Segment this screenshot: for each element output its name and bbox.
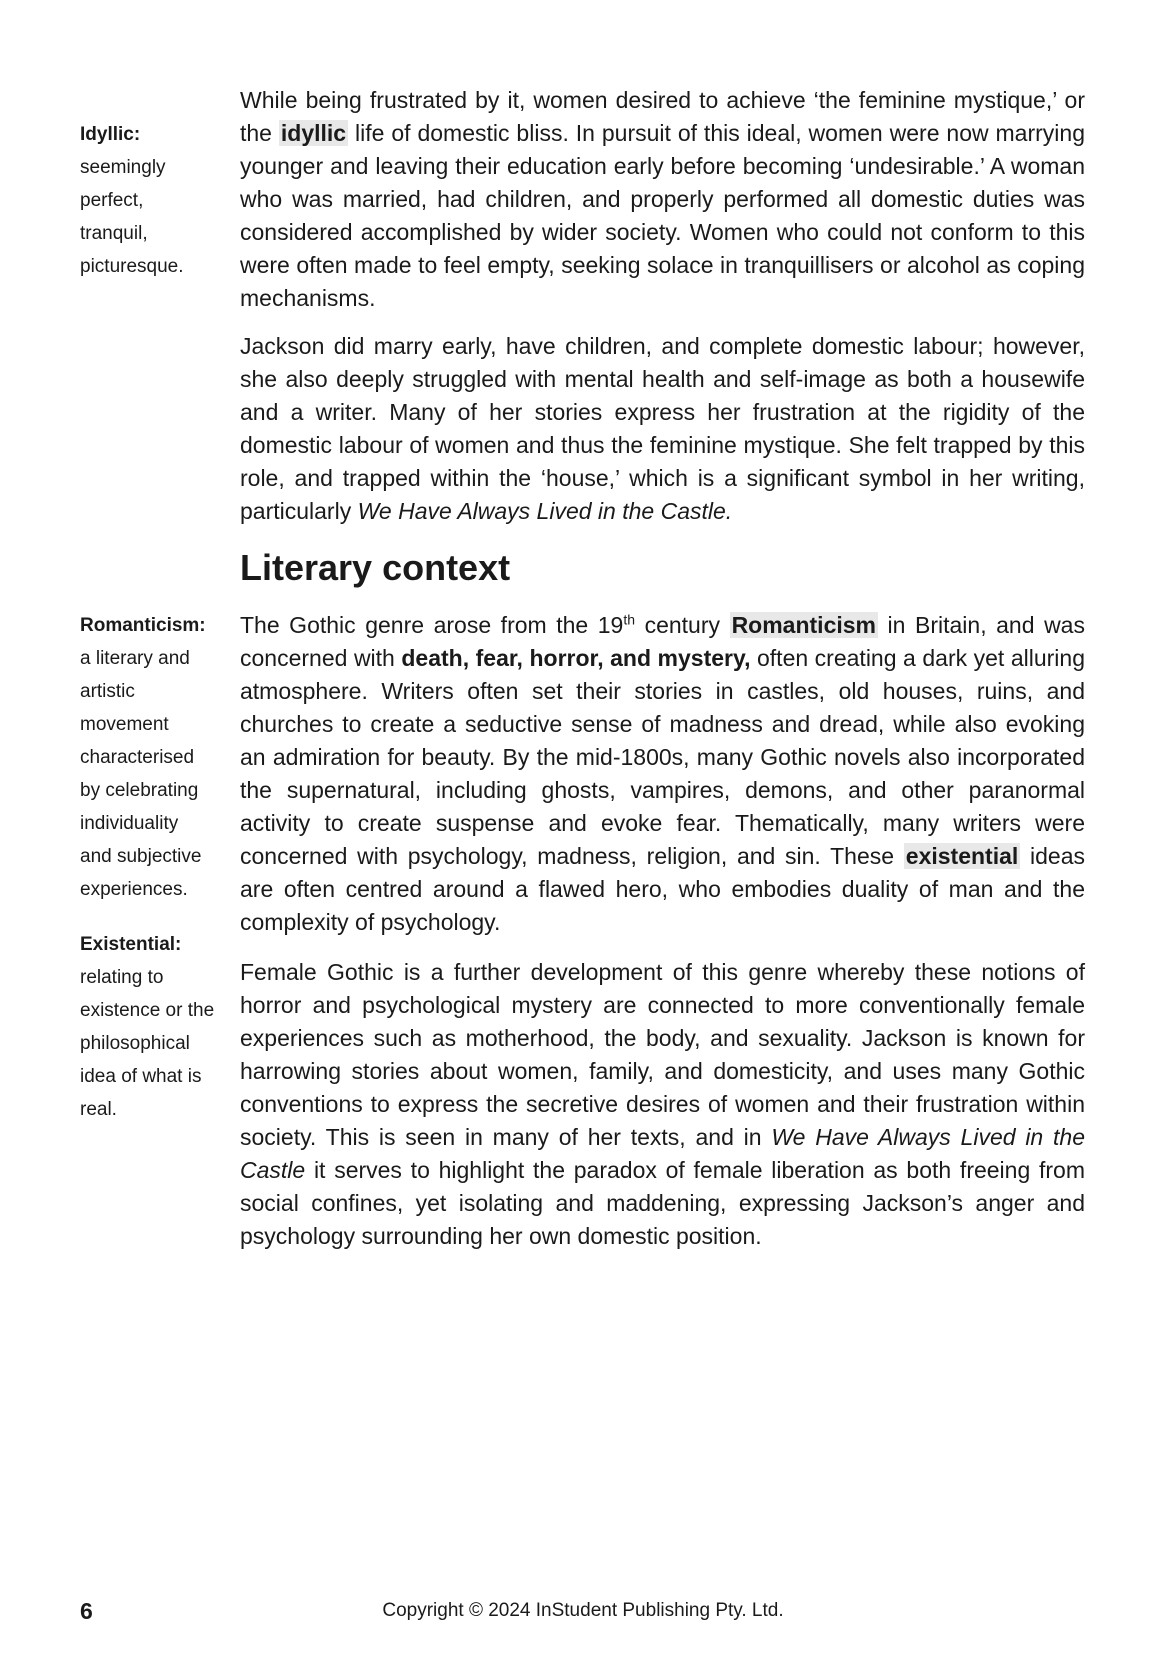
section-heading: Literary context [240,547,511,588]
text-run: often creating a dark yet alluring atmosphere. Writers often set their stories in castles, old houses, ruins, and churches to create a seductive sense of madness and dread, while also evoking an admiration for beauty. By the mid-1800s, many Gothic novels also incorporated the supernatural, including ghosts, vampires, demons, and other paranormal activity to create suspense and evoke fear. Thematically, many writers were concerned with psychology, madness, religion, and sin. These [240,645,1085,869]
book-title: We Have Always Lived in the Castle. [357,498,733,524]
glossary-def-line: perfect, [80,190,144,211]
glossary-def-line: movement [80,714,169,735]
glossary-def-line: philosophical [80,1033,190,1054]
glossary-def-line: real. [80,1099,117,1120]
glossary-term: Existential: [80,934,182,955]
glossary-def-line: experiences. [80,879,188,900]
text-run: in Britain, and was concerned with [240,612,1085,671]
glossary-idyllic [80,118,230,283]
paragraph-jackson-domestic [240,330,1085,528]
text-run: ideas are often centred around a flawed hero, who embodies duality of man and the complexity of psychology. [240,843,1086,935]
text-run: century [635,612,730,638]
glossary-def-line: tranquil, [80,223,148,244]
text-run: The Gothic genre arose from the 19 [240,612,624,638]
glossary-def-line: existence or the [80,1000,215,1021]
text-run: Female Gothic is a further development of this genre whereby these notions of horror and psychological mystery are connected to more conventionally female experiences such as motherhood, the body, and sexuality. Jackson is known for harrowing stories about women, family, and domesticity, and uses many Gothic conventions to express the secretive desires of women and their frustration within society. This is seen in many of her texts, and in [240,959,1085,1150]
glossary-def-line: seemingly [80,157,166,178]
glossary-highlight-existential: existential [905,843,1019,869]
glossary-def-line: and subjective [80,846,202,867]
glossary-def-line: by celebrating [80,780,199,801]
paragraph-gothic-genre [240,609,1085,939]
glossary-def-line: individuality [80,813,179,834]
book-title: We Have Always Lived in the Castle [240,1124,1085,1183]
copyright-notice: Copyright © 2024 InStudent Publishing Pty. Ltd. [382,1600,784,1621]
text-run: it serves to highlight the paradox of female liberation as both freeing from social confines, yet isolating and maddening, expressing Jackson’s anger and psychology surrounding her own domestic position. [240,1157,1085,1249]
superscript: th [623,611,636,628]
text-run: Jackson did marry early, have children, and complete domestic labour; however, she also deeply struggled with mental health and self-image as both a housewife and a writer. Many of her stories express her frustration at the rigidity of the domestic labour of women and thus the feminine mystique. She felt trapped by this role, and trapped within the ‘house,’ which is a significant symbol in her writing, particularly [240,333,1085,524]
glossary-def-line: idea of what is [80,1066,202,1087]
page-number: 6 [80,1598,93,1624]
glossary-highlight-romanticism: Romanticism [731,612,876,638]
text-run: While being frustrated by it, women desired to achieve ‘the feminine mystique,’ or the [240,87,1085,146]
glossary-def-line: picturesque. [80,256,184,277]
glossary-existential [80,928,230,1126]
glossary-def-line: relating to [80,967,164,988]
glossary-romanticism [80,609,230,906]
glossary-def-line: characterised [80,747,195,768]
text-run: life of domestic bliss. In pursuit of this ideal, women were now marrying younger and leaving their education early before becoming ‘undesirable.’ A woman who was married, had children, and properly performed all domestic duties was considered accomplished by wider society. Women who could not conform to this were often made to feel empty, seeking solace in tranquillisers or alcohol as coping mechanisms. [240,120,1085,311]
paragraph-female-gothic [240,956,1085,1253]
glossary-term: Romanticism: [80,615,206,636]
paragraph-feminine-mystique [240,84,1085,315]
bold-phrase: death, fear, horror, and mystery, [401,645,751,671]
glossary-def-line: artistic [80,681,135,702]
glossary-highlight-idyllic: idyllic [280,120,347,146]
glossary-term: Idyllic: [80,124,141,145]
glossary-def-line: a literary and [80,648,190,669]
